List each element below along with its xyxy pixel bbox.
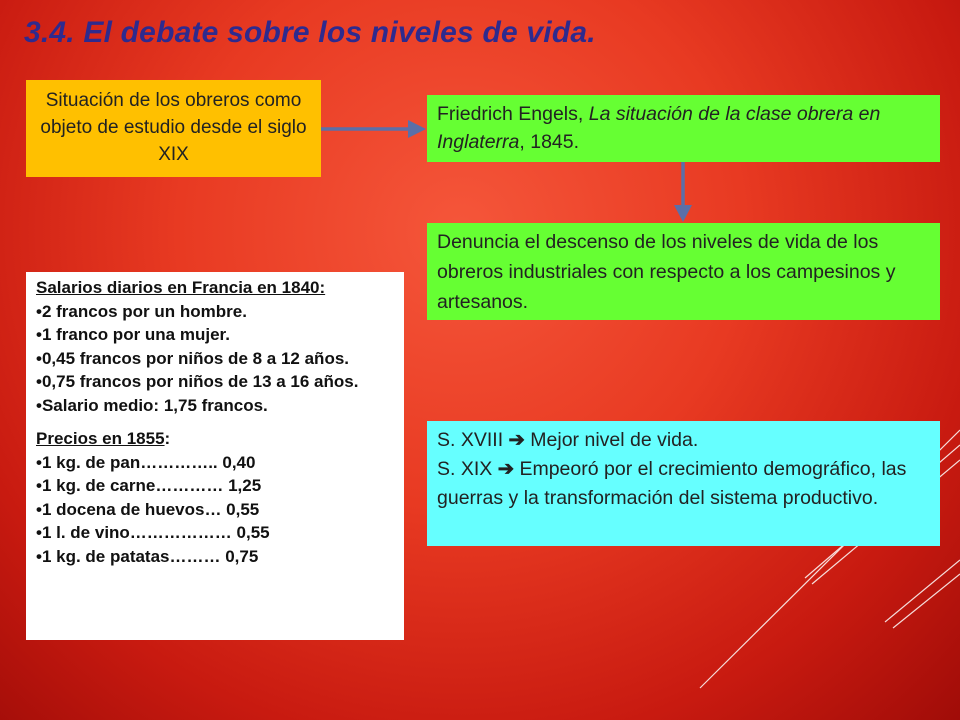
engels-box <box>427 95 940 162</box>
precio-item: •1 kg. de carne………… 1,25 <box>36 476 262 495</box>
page-title: 3.4. El debate sobre los niveles de vida. <box>24 16 596 49</box>
denuncia-text: Denuncia el descenso de los niveles de vida de los obreros industriales con respecto a los campesinos y artesanos. <box>437 231 896 313</box>
precio-item: •1 kg. de pan………….. 0,40 <box>36 452 256 472</box>
engels-author: Friedrich Engels, <box>437 103 589 125</box>
wages-prices-box <box>26 272 404 640</box>
century-19-line <box>437 455 930 513</box>
arrow-head-right <box>408 120 426 138</box>
century-18-label: S. XVIII <box>437 429 509 451</box>
centuries-box <box>427 421 940 546</box>
arrow-right-icon: ➔ <box>497 458 515 480</box>
salario-item: •Salario medio: 1,75 francos. <box>36 395 268 415</box>
precio-item: •1 docena de huevos… 0,55 <box>36 499 260 519</box>
study-object-box <box>26 80 321 177</box>
salarios-heading: Salarios diarios en Francia en 1840: <box>36 278 326 297</box>
denuncia-box <box>427 223 940 320</box>
engels-work-title: La situación de la clase obrera en Inglaterra <box>437 103 881 153</box>
century-19-label: S. XIX <box>437 458 498 480</box>
precios-heading: Precios en 1855 <box>36 429 165 448</box>
salario-item: •1 franco por una mujer. <box>36 325 230 344</box>
salario-item: •0,45 francos por niños de 8 a 12 años. <box>36 348 350 368</box>
precio-item: •1 kg. de patatas……… 0,75 <box>36 546 259 566</box>
arrow-head-down <box>674 205 692 222</box>
spacer <box>36 417 394 427</box>
arrow-right-icon: ➔ <box>508 429 525 451</box>
precios-heading-line <box>36 427 394 451</box>
salario-item: •2 francos por un hombre. <box>36 301 247 321</box>
century-18-line <box>437 426 930 455</box>
salario-item: •0,75 francos por niños de 13 a 16 años. <box>36 372 359 391</box>
engels-year: , 1845. <box>519 131 580 153</box>
precio-item: •1 l. de vino……………… 0,55 <box>36 523 270 542</box>
century-19-text: Empeoró por el crecimiento demográfico, las guerras y la transformación del sistema productivo. <box>437 458 907 509</box>
study-object-text: Situación de los obreros como objeto de estudio desde el siglo XIX <box>40 90 307 165</box>
century-18-text: Mejor nivel de vida. <box>524 429 699 451</box>
precios-colon: : <box>164 429 171 448</box>
